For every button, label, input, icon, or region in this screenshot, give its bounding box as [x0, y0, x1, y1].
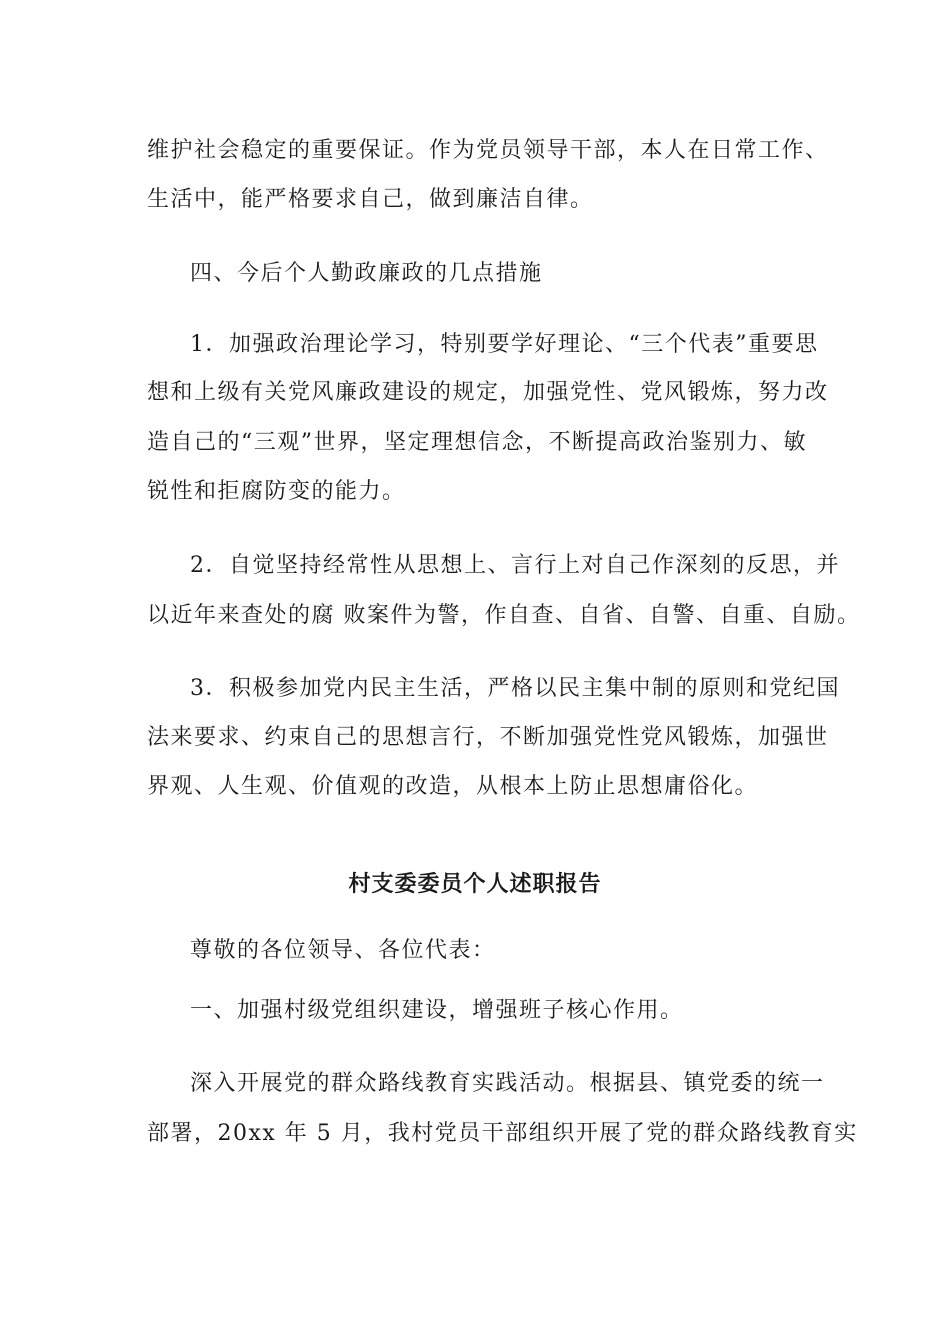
section-heading: 四、今后个人勤政廉政的几点措施 — [190, 261, 543, 286]
list-item-3-line: 法来要求、约束自己的思想言行，不断加强党性党风锻炼，加强世 — [147, 725, 829, 750]
list-item-1-line: 造自己的“三观”世界，坚定理想信念，不断提高政治鉴别力、敏 — [147, 430, 807, 455]
paragraph-line: 维护社会稳定的重要保证。作为党员领导干部，本人在日常工作、 — [147, 138, 829, 163]
report-title: 村支委委员个人述职报告 — [348, 871, 602, 897]
list-item-1-line: 想和上级有关党风廉政建设的规定，加强党性、党风锻炼，努力改 — [147, 380, 829, 405]
subsection-heading: 一、加强村级党组织建设，增强班子核心作用。 — [190, 998, 684, 1023]
list-item-2-line: 以近年来查处的腐 败案件为警，作自查、自省、自警、自重、自励。 — [147, 603, 861, 628]
list-item-1-line: 1．加强政治理论学习，特别要学好理论、“三个代表”重要思 — [190, 332, 819, 357]
list-item-2-line: 2．自觉坚持经常性从思想上、言行上对自己作深刻的反思，并 — [190, 553, 840, 578]
paragraph-line: 生活中，能严格要求自己，做到廉洁自律。 — [147, 187, 594, 212]
list-item-3-line: 界观、人生观、价值观的改造，从根本上防止思想庸俗化。 — [147, 774, 759, 799]
paragraph-line: 深入开展党的群众路线教育实践活动。根据县、镇党委的统一 — [190, 1071, 825, 1096]
list-item-3-line: 3．积极参加党内民主生活，严格以民主集中制的原则和党纪国 — [190, 676, 840, 701]
paragraph-line: 部署，20xx 年 5 月，我村党员干部组织开展了党的群众路线教育实 — [147, 1121, 858, 1146]
salutation: 尊敬的各位领导、各位代表： — [190, 938, 496, 963]
list-item-1-line: 锐性和拒腐防变的能力。 — [147, 479, 406, 504]
